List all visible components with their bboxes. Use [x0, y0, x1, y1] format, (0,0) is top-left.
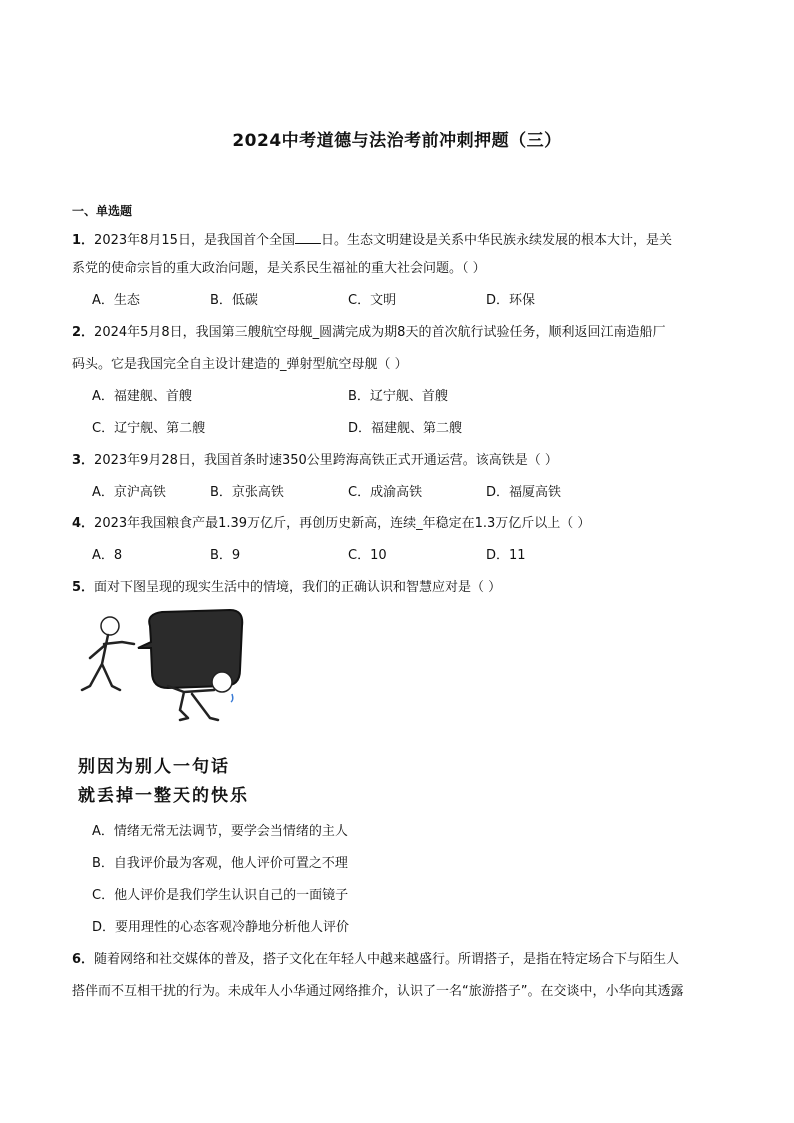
q4-option-b: B．9 [210, 548, 241, 563]
question-6-line-1 [72, 950, 679, 970]
sweat-drop-shape [231, 694, 233, 702]
q4-option-a: A．8 [92, 548, 123, 563]
question-2-line-2: 码头。它是我国完全自主设计建造的_弹射型航空母舰（ ） [72, 357, 408, 372]
question-number: 1． [72, 233, 95, 248]
page-title: 2024中考道德与法治考前冲刺押题（三） [232, 131, 562, 151]
man-head-shape [101, 617, 119, 635]
question-text: 2023年9月28日，我国首条时速350公里跨海高铁正式开通运营。该高铁是（ ） [94, 453, 558, 468]
question-text: 2024年5月8日，我国第三艘航空母舰_圆满完成为期8天的首次航行试验任务，顺利返回江南造船厂 [94, 325, 666, 340]
q5-option-a: A．情绪无常无法调节，要学会当情绪的主人 [92, 824, 348, 839]
question-6-line-2: 搭伴而不互相干扰的行为。未成年人小华通过网络推介，认识了一名“旅游搭子”。在交谈中，小华向其透露 [72, 984, 684, 999]
carrier-head-shape [212, 672, 232, 692]
q4-option-d: D．11 [486, 548, 526, 563]
question-1-line-1 [72, 229, 672, 251]
man-body-shape [82, 635, 134, 690]
question-1-line-2: 系党的使命宗旨的重大政治问题，是关系民生福祉的重大社会问题。（ ） [72, 261, 486, 276]
carrier-body-shape [168, 686, 218, 720]
q1-option-c: C．文明 [348, 293, 397, 308]
question-2-line-1 [72, 323, 665, 343]
cartoon-caption-line-1: 别因为别人一句话 [78, 757, 230, 777]
q2-option-d: D．福建舰、第二艘 [348, 421, 463, 436]
question-number: 4． [72, 516, 95, 531]
fill-blank [295, 229, 321, 244]
q3-option-d: D．福厦高铁 [486, 485, 562, 500]
q1-option-b: B．低碳 [210, 293, 258, 308]
question-number: 2． [72, 325, 95, 340]
question-text: 随着网络和社交媒体的普及，搭子文化在年轻人中越来越盛行。所谓搭子，是指在特定场合下与陌生人 [94, 952, 680, 967]
question-4-line-1 [72, 514, 590, 534]
q2-option-c: C．辽宁舰、第二艘 [92, 421, 206, 436]
q5-option-c: C．他人评价是我们学生认识自己的一面镜子 [92, 888, 349, 903]
q5-option-b: B．自我评价最为客观，他人评价可置之不理 [92, 856, 348, 871]
question-text: 面对下图呈现的现实生活中的情境，我们的正确认识和智慧应对是（ ） [94, 580, 502, 595]
question-number: 3． [72, 453, 95, 468]
q1-option-d: D．环保 [486, 293, 536, 308]
question-5-line-1 [72, 578, 501, 598]
question-text: 2023年8月15日，是我国首个全国 [94, 233, 295, 248]
section-heading: 一、单选题 [72, 204, 133, 218]
cartoon-caption-line-2: 就丢掉一整天的快乐 [78, 786, 249, 806]
q4-option-c: C．10 [348, 548, 387, 563]
q3-option-a: A．京沪高铁 [92, 485, 166, 500]
question-3-line-1 [72, 451, 558, 471]
question-number: 6． [72, 952, 95, 967]
q3-option-c: C．成渝高铁 [348, 485, 423, 500]
q1-option-a: A．生态 [92, 293, 140, 308]
q2-option-b: B．辽宁舰、首艘 [348, 389, 448, 404]
q3-option-b: B．京张高铁 [210, 485, 284, 500]
question-text: 2023年我国粮食产最1.39万亿斤，再创历史新高，连续_年稳定在1.3万亿斤以上（ ） [94, 516, 591, 531]
q5-option-d: D．要用理性的心态客观冷静地分析他人评价 [92, 920, 350, 935]
q2-option-a: A．福建舰、首艘 [92, 389, 192, 404]
question-text: 日。生态文明建设是关系中华民族永续发展的根本大计，是关 [320, 233, 672, 248]
question-number: 5． [72, 580, 95, 595]
